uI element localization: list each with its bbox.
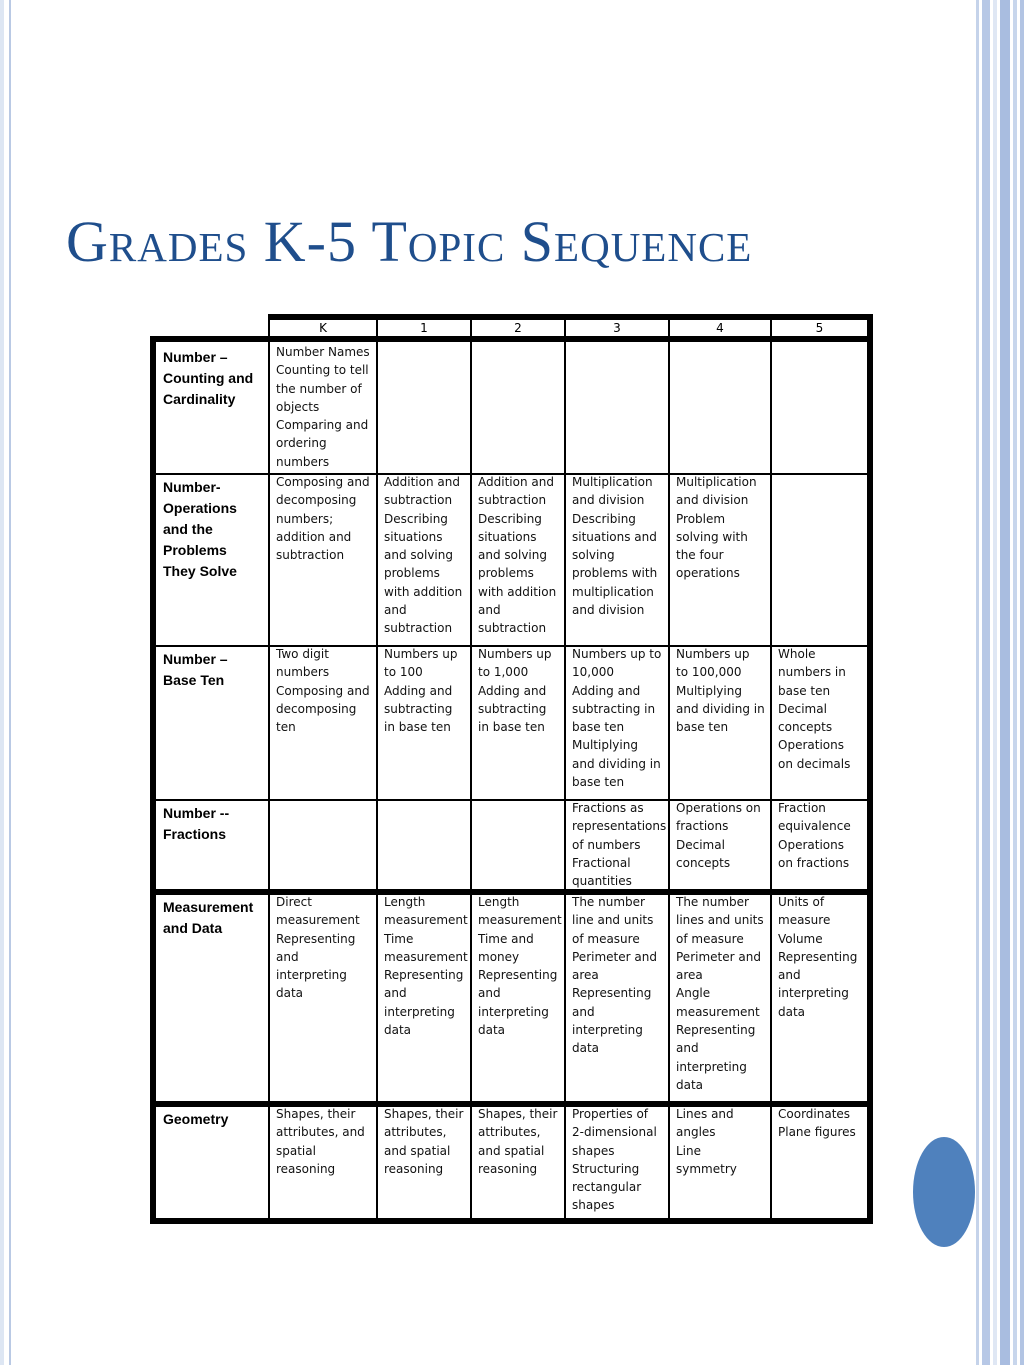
table-cell	[379, 799, 470, 890]
decorative-blue-oval	[913, 1137, 975, 1247]
topic-sequence-table	[150, 314, 873, 1224]
column-rule	[268, 320, 270, 1218]
table-right-border	[867, 314, 873, 1224]
table-cell: Multiplication and division Problem solving with the four operations	[676, 475, 757, 581]
table-cell: Whole numbers in base ten Decimal concepts Operations on decimals	[778, 647, 851, 771]
table-cell	[567, 343, 668, 472]
table-cell	[773, 473, 867, 644]
table-cell: Shapes, their attributes, and spatial reasoning	[276, 1107, 365, 1176]
grade-header: 3	[613, 321, 621, 335]
row-label: Number – Counting and Cardinality	[163, 349, 254, 407]
table-cell: The number line and units of measure Perimeter and area Representing and interpreting data	[572, 895, 657, 1056]
column-rule	[564, 320, 566, 1218]
header-top-rule	[268, 314, 873, 320]
grade-header: 2	[514, 321, 522, 335]
row-label: Number – Base Ten	[163, 651, 228, 688]
row-label: Number- Operations and the Problems They Solve	[163, 479, 237, 579]
table-cell: Addition and subtraction Describing situations and solving problems with addition and subtraction	[384, 475, 463, 636]
row-rule	[150, 336, 873, 342]
table-cell: Shapes, their attributes, and spatial reasoning	[478, 1107, 558, 1176]
table-cell: Properties of 2-dimensional shapes Structuring rectangular shapes	[572, 1107, 657, 1213]
left-border-rule	[0, 0, 4, 1365]
column-rule	[376, 320, 378, 1218]
column-rule	[668, 320, 670, 1218]
row-label: Measurement and Data	[163, 899, 254, 936]
grade-header: 1	[420, 321, 428, 335]
row-rule	[150, 1218, 873, 1224]
right-decorative-bars	[976, 0, 1024, 1365]
page-title: Grades K-5 Topic Sequence	[66, 209, 753, 274]
table-cell: The number lines and units of measure Perimeter and area Angle measurement Representing and interpreting data	[676, 895, 764, 1092]
table-cell	[473, 343, 564, 472]
table-cell	[773, 343, 867, 472]
table-cell	[473, 799, 564, 890]
table-cell	[379, 343, 470, 472]
row-label: Geometry	[163, 1111, 229, 1127]
table-cell: Operations on fractions Decimal concepts	[676, 801, 761, 870]
grade-header: K	[319, 321, 327, 335]
table-cell: Composing and decomposing numbers; addition and subtraction	[276, 475, 370, 563]
grade-header: 4	[716, 321, 724, 335]
table-cell	[671, 343, 770, 472]
table-cell: Lines and angles Line symmetry	[676, 1107, 737, 1176]
row-label: Number -- Fractions	[163, 805, 230, 842]
table-cell: Numbers up to 10,000 Adding and subtracting in base ten Multiplying and dividing in base ten	[572, 647, 662, 790]
table-cell: Shapes, their attributes, and spatial reasoning	[384, 1107, 464, 1176]
table-cell: Addition and subtraction Describing situations and solving problems with addition and subtraction	[478, 475, 557, 636]
table-cell: Length measurement Time measurement Representing and interpreting data	[384, 895, 468, 1038]
table-cell: Numbers up to 100,000 Multiplying and dividing in base ten	[676, 647, 765, 735]
column-rule	[470, 320, 472, 1218]
table-left-border	[150, 336, 156, 1224]
grade-header: 5	[815, 321, 824, 335]
table-cell: Units of measure Volume Representing and interpreting data	[778, 895, 858, 1019]
left-border-rule-thin	[9, 0, 11, 1365]
table-cell: Number Names Counting to tell the number of objects Comparing and ordering numbers	[276, 345, 370, 469]
table-cell: Length measurement Time and money Representing and interpreting data	[478, 895, 562, 1038]
table-cell: Numbers up to 1,000 Adding and subtracting in base ten	[478, 647, 552, 735]
table-cell: Fractions as representations of numbers Fractional quantities	[572, 801, 667, 889]
table-cell: Direct measurement Representing and interpreting data	[276, 895, 360, 1001]
table-cell: Numbers up to 100 Adding and subtracting in base ten	[384, 647, 458, 735]
table-cell: Multiplication and division Describing situations and solving problems with multiplication and division	[572, 475, 658, 618]
table-cell	[271, 799, 376, 890]
column-rule	[770, 320, 772, 1218]
table-cell: Two digit numbers Composing and decomposing ten	[276, 647, 370, 735]
table-cell: Coordinates Plane figures	[778, 1107, 856, 1140]
table-cell: Fraction equivalence Operations on fractions	[778, 801, 851, 870]
